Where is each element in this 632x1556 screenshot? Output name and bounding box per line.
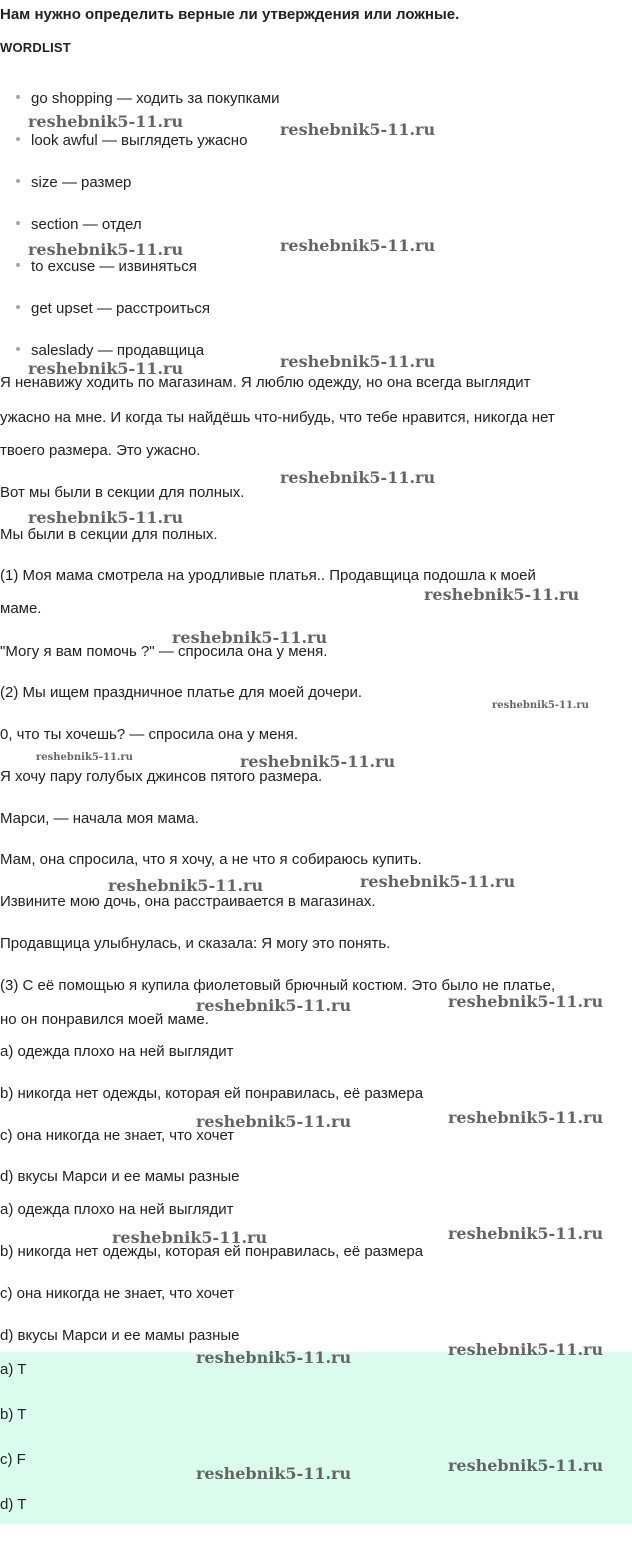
text-line: a) одежда плохо на ней выглядит (0, 1201, 234, 1218)
text-line: Я хочу пару голубых джинсов пятого размера. (0, 768, 323, 785)
bullet-dot (16, 95, 20, 99)
wordlist-item: section — отдел (16, 216, 142, 233)
watermark: reshebnik5-11.ru (280, 352, 436, 371)
watermark: reshebnik5-11.ru (28, 112, 184, 131)
watermark: reshebnik5-11.ru (360, 872, 516, 891)
wordlist-item: get upset — расстроиться (16, 300, 210, 317)
text-line: Вот мы были в секции для полных. (0, 484, 245, 501)
text-line: Извините мою дочь, она расстраивается в магазинах. (0, 893, 376, 910)
text-line: маме. (0, 600, 42, 617)
text-line: твоего размера. Это ужасно. (0, 442, 201, 459)
wordlist-item: look awful — выглядеть ужасно (16, 132, 247, 149)
watermark: reshebnik5-11.ru (196, 1348, 352, 1367)
text-line: Марси, — начала моя мама. (0, 810, 199, 827)
wordlist-heading: WORDLIST (0, 40, 71, 55)
watermark: reshebnik5-11.ru (28, 359, 184, 378)
wordlist-item: to excuse — извиняться (16, 258, 197, 275)
text-line: ужасно на мне. И когда ты найдёшь что-нибудь, что тебе нравится, никогда нет (0, 409, 555, 426)
answer-line: d) T (0, 1496, 27, 1513)
bullet-dot (16, 263, 20, 267)
watermark: reshebnik5-11.ru (424, 585, 580, 604)
text-line: d) вкусы Марси и ее мамы разные (0, 1168, 240, 1185)
text-line: c) она никогда не знает, что хочет (0, 1127, 235, 1144)
watermark: reshebnik5-11.ru (172, 628, 328, 647)
bullet-dot (16, 179, 20, 183)
watermark: reshebnik5-11.ru (28, 240, 184, 259)
watermark: reshebnik5-11.ru (492, 700, 589, 711)
watermark: reshebnik5-11.ru (112, 1228, 268, 1247)
answer-line: c) F (0, 1451, 26, 1468)
text-line: (3) С её помощью я купила фиолетовый брючный костюм. Это было не платье, (0, 977, 556, 994)
watermark: reshebnik5-11.ru (448, 1224, 604, 1243)
answers-box (0, 1352, 632, 1524)
text-line: Мы были в секции для полных. (0, 526, 218, 543)
text-line: (2) Мы ищем праздничное платье для моей дочери. (0, 684, 363, 701)
text-line: c) она никогда не знает, что хочет (0, 1285, 235, 1302)
bullet-dot (16, 137, 20, 141)
text-line: но он понравился моей маме. (0, 1011, 209, 1028)
watermark: reshebnik5-11.ru (280, 236, 436, 255)
text-line: Я ненавижу ходить по магазинам. Я люблю одежду, но она всегда выглядит (0, 374, 531, 391)
watermark: reshebnik5-11.ru (28, 508, 184, 527)
watermark: reshebnik5-11.ru (196, 1112, 352, 1131)
watermark: reshebnik5-11.ru (240, 752, 396, 771)
bullet-dot (16, 221, 20, 225)
answer-line: b) T (0, 1406, 27, 1423)
text-line: a) одежда плохо на ней выглядит (0, 1043, 234, 1060)
text-line: Продавщица улыбнулась, и сказала: Я могу это понять. (0, 935, 391, 952)
watermark: reshebnik5-11.ru (448, 1456, 604, 1475)
text-line: d) вкусы Марси и ее мамы разные (0, 1327, 240, 1344)
text-line: "Могу я вам помочь ?" — спросила она у меня. (0, 643, 328, 660)
wordlist-item: go shopping — ходить за покупками (16, 90, 280, 107)
watermark: reshebnik5-11.ru (108, 876, 264, 895)
text-line: 0, что ты хочешь? — спросила она у меня. (0, 726, 299, 743)
watermark: reshebnik5-11.ru (280, 468, 436, 487)
watermark: reshebnik5-11.ru (448, 1108, 604, 1127)
text-line: b) никогда нет одежды, которая ей понравилась, её размера (0, 1085, 424, 1102)
text-line: (1) Моя мама смотрела на уродливые платья.. Продавщица подошла к моей (0, 567, 536, 584)
text-line: b) никогда нет одежды, которая ей понравилась, её размера (0, 1243, 424, 1260)
watermark: reshebnik5-11.ru (36, 752, 133, 763)
wordlist-item: saleslady — продавщица (16, 342, 204, 359)
watermark: reshebnik5-11.ru (448, 1340, 604, 1359)
answer-line: a) T (0, 1361, 27, 1378)
text-line: Мам, она спросила, что я хочу, а не что я собираюсь купить. (0, 851, 422, 868)
watermark: reshebnik5-11.ru (196, 1464, 352, 1483)
bullet-dot (16, 347, 20, 351)
page-title: Нам нужно определить верные ли утверждения или ложные. (0, 6, 460, 23)
bullet-dot (16, 305, 20, 309)
watermark: reshebnik5-11.ru (196, 996, 352, 1015)
watermark: reshebnik5-11.ru (448, 992, 604, 1011)
wordlist-item: size — размер (16, 174, 131, 191)
watermark: reshebnik5-11.ru (280, 120, 436, 139)
